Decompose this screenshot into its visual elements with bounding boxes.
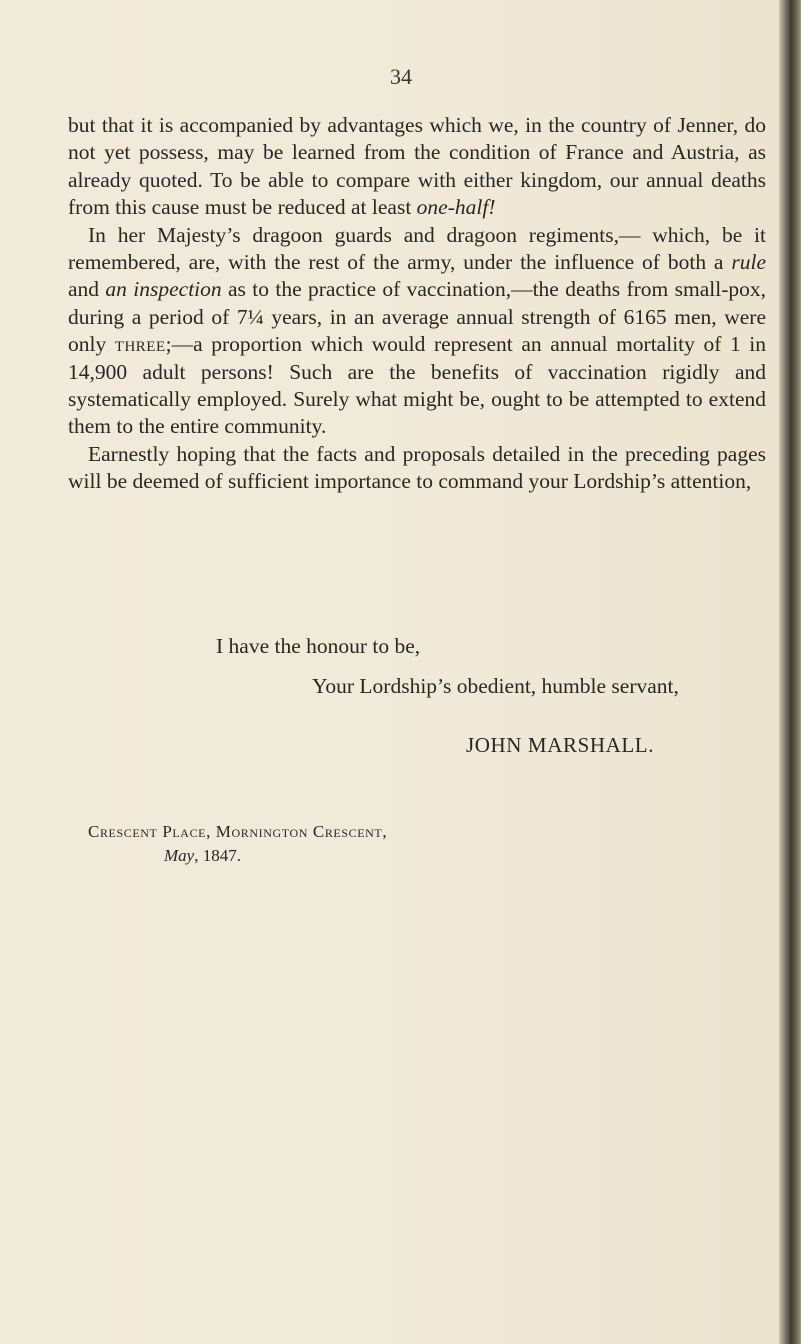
closing-line-servant: Your Lordship’s obedient, humble servant,: [312, 674, 679, 698]
date-line: [164, 846, 241, 866]
text-run: as to the practice of vaccination,—the deaths from small-pox, during a period of 7¼ years, in an average annual strength of 6165 men, were only: [68, 277, 767, 357]
text-run: but that it is accompanied by advantages which we, in the country of Jenner, do not yet possess, may be learned from the condition of France and Austria, as already quoted. To be able to compare with either kingdom, our annual deaths from this cause must be reduced at least: [68, 113, 766, 220]
page-binding-edge: [779, 0, 801, 1344]
text-run: an inspection: [105, 277, 222, 302]
paragraph-1: [68, 112, 766, 222]
paragraph-2: [68, 222, 766, 441]
text-run: one-half!: [416, 195, 496, 220]
text-run: rule: [731, 250, 766, 275]
closing-line-honour: I have the honour to be,: [216, 634, 421, 658]
text-run: three: [114, 332, 166, 357]
text-run: and: [68, 277, 106, 302]
date-month: May: [164, 846, 195, 865]
address-line: Crescent Place, Mornington Crescent,: [88, 822, 388, 841]
page-number: 34: [390, 64, 412, 89]
body-text: [68, 112, 766, 496]
signature: JOHN MARSHALL.: [466, 733, 655, 757]
paragraph-3: [68, 441, 766, 496]
text-run: ;—a proportion which would represent an annual mortality of 1 in 14,900 adult persons! Such are the benefits of vaccination rigidly and systematically employed. Surely what might be, ought to be attempted to extend them to the entire community.: [68, 332, 766, 439]
text-run: Earnestly hoping that the facts and proposals detailed in the preceding pages will be deemed of sufficient importance to command your Lordship’s attention,: [68, 441, 766, 494]
text-run: In her Majesty’s dragoon guards and dragoon regiments,— which, be it remembered, are, with the rest of the army, under the influence of both a: [68, 222, 766, 275]
date-year: , 1847.: [194, 846, 241, 865]
